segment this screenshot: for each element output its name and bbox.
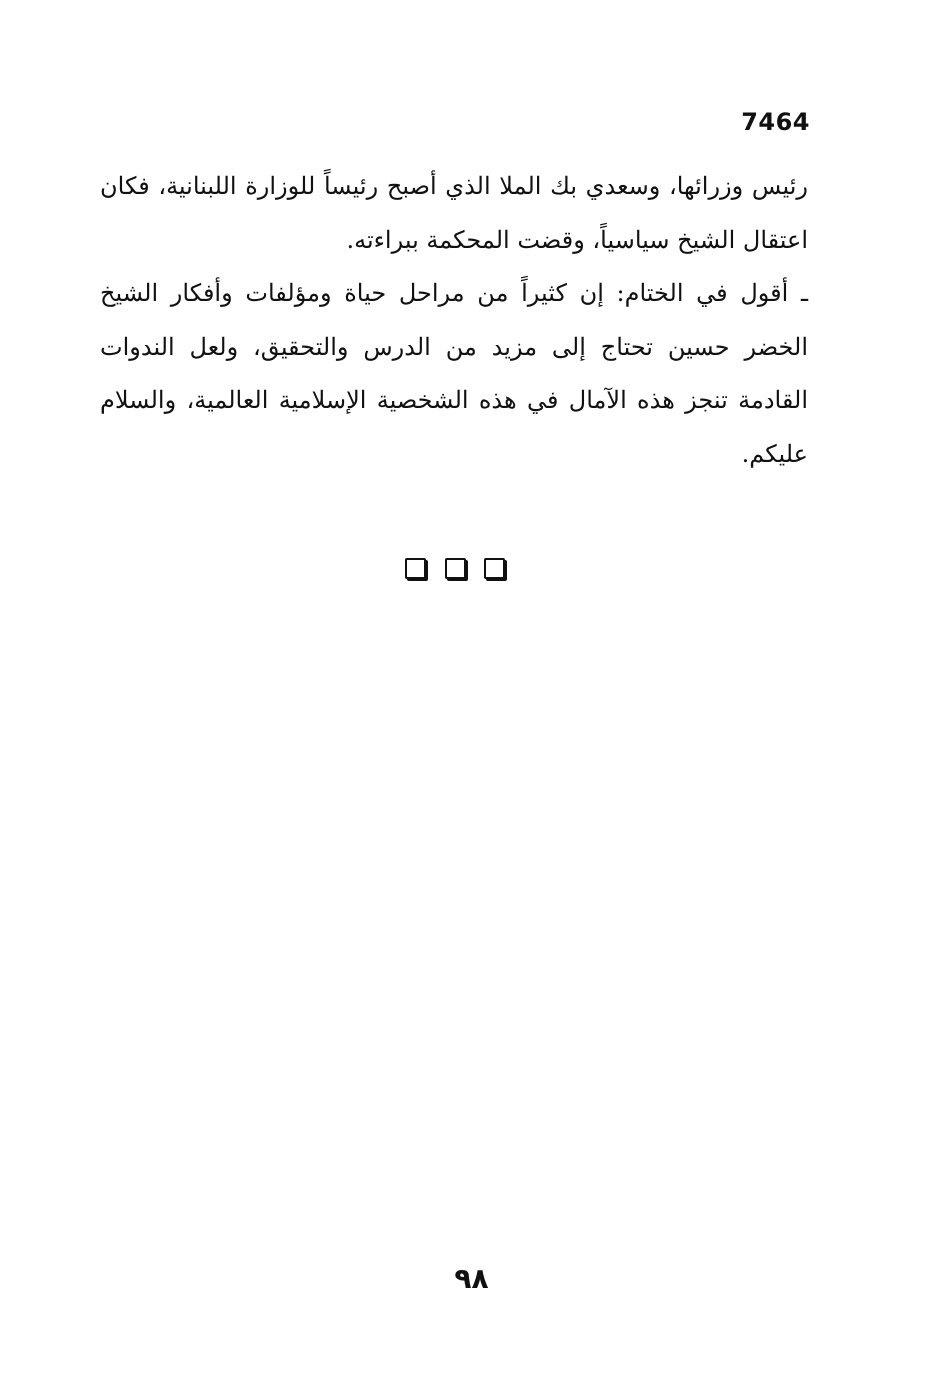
square-ornament-icon — [484, 558, 505, 579]
page-number: ٩٨ — [454, 1262, 489, 1295]
square-ornament-icon — [405, 558, 426, 579]
paragraph-closing-previous: رئيس وزرائها، وسعدي بك الملا الذي أصبح رئيساً للوزارة اللبنانية، فكان اعتقال الشيخ سياسياً، وقضت المحكمة ببراءته. — [100, 172, 808, 254]
paragraph-conclusion: ـ أقول في الختام: إن كثيراً من مراحل حياة ومؤلفات وأفكار الشيخ الخضر حسين تحتاج إلى مزيد من الدرس والتحقيق، ولعل الندوات القادمة تنجز هذه الآمال في هذه الشخصية الإسلامية العالمية، والسلام عليكم. — [100, 279, 808, 468]
section-separator — [405, 558, 505, 579]
square-ornament-icon — [445, 558, 466, 579]
body-text — [100, 160, 808, 481]
document-number: 7464 — [741, 108, 810, 136]
